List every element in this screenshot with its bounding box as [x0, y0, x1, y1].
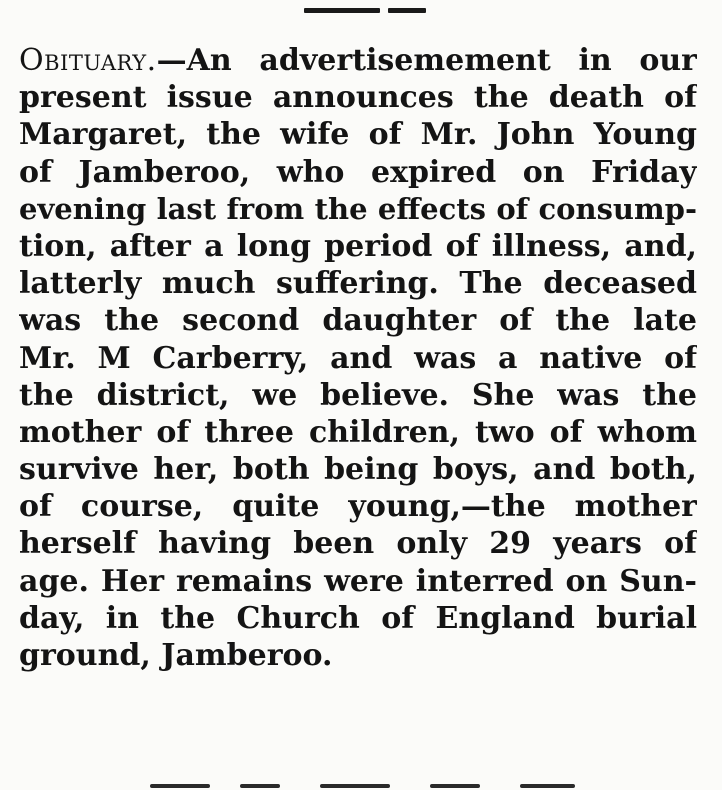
- article-line: Margaret, the wife of Mr. John Young: [19, 117, 697, 153]
- article-line: of Jamberoo, who expired on Friday: [19, 154, 697, 190]
- article-line: latterly much suffering. The deceased: [19, 266, 697, 302]
- article-line: herself having been only 29 years of: [19, 526, 697, 562]
- article-line: the district, we believe. She was the: [19, 377, 697, 413]
- fragment-mark: [320, 784, 390, 788]
- divider-rule-right: [388, 8, 426, 13]
- article-line: tion, after a long period of illness, and,: [19, 228, 697, 264]
- article-line-final: ground, Jamberoo.: [19, 638, 333, 673]
- article-line: present issue announces the death of: [19, 80, 697, 116]
- article-line: mother of three children, two of whom: [19, 414, 697, 450]
- article-kicker: Obituary.: [19, 43, 157, 78]
- article-line: evening last from the effects of consump-: [19, 191, 697, 226]
- article-lead: —An advertisemement in our: [156, 43, 697, 78]
- article-line: age. Her remains were interred on Sun-: [19, 563, 697, 599]
- article-line: of course, quite young,—the mother: [19, 489, 697, 525]
- divider-rule-left: [304, 8, 380, 13]
- article-line: [19, 42, 697, 79]
- fragment-mark: [430, 784, 480, 788]
- fragment-mark: [150, 784, 210, 788]
- article-line: Mr. M Carberry, and was a native of: [19, 340, 697, 376]
- next-article-fragment: [150, 784, 580, 790]
- obituary-article: [19, 42, 697, 674]
- article-line: was the second daughter of the late: [19, 303, 697, 339]
- article-line: day, in the Church of England burial: [19, 600, 697, 636]
- article-line: survive her, both being boys, and both,: [19, 452, 697, 488]
- fragment-mark: [240, 784, 280, 788]
- column-divider: [304, 8, 426, 14]
- fragment-mark: [520, 784, 575, 788]
